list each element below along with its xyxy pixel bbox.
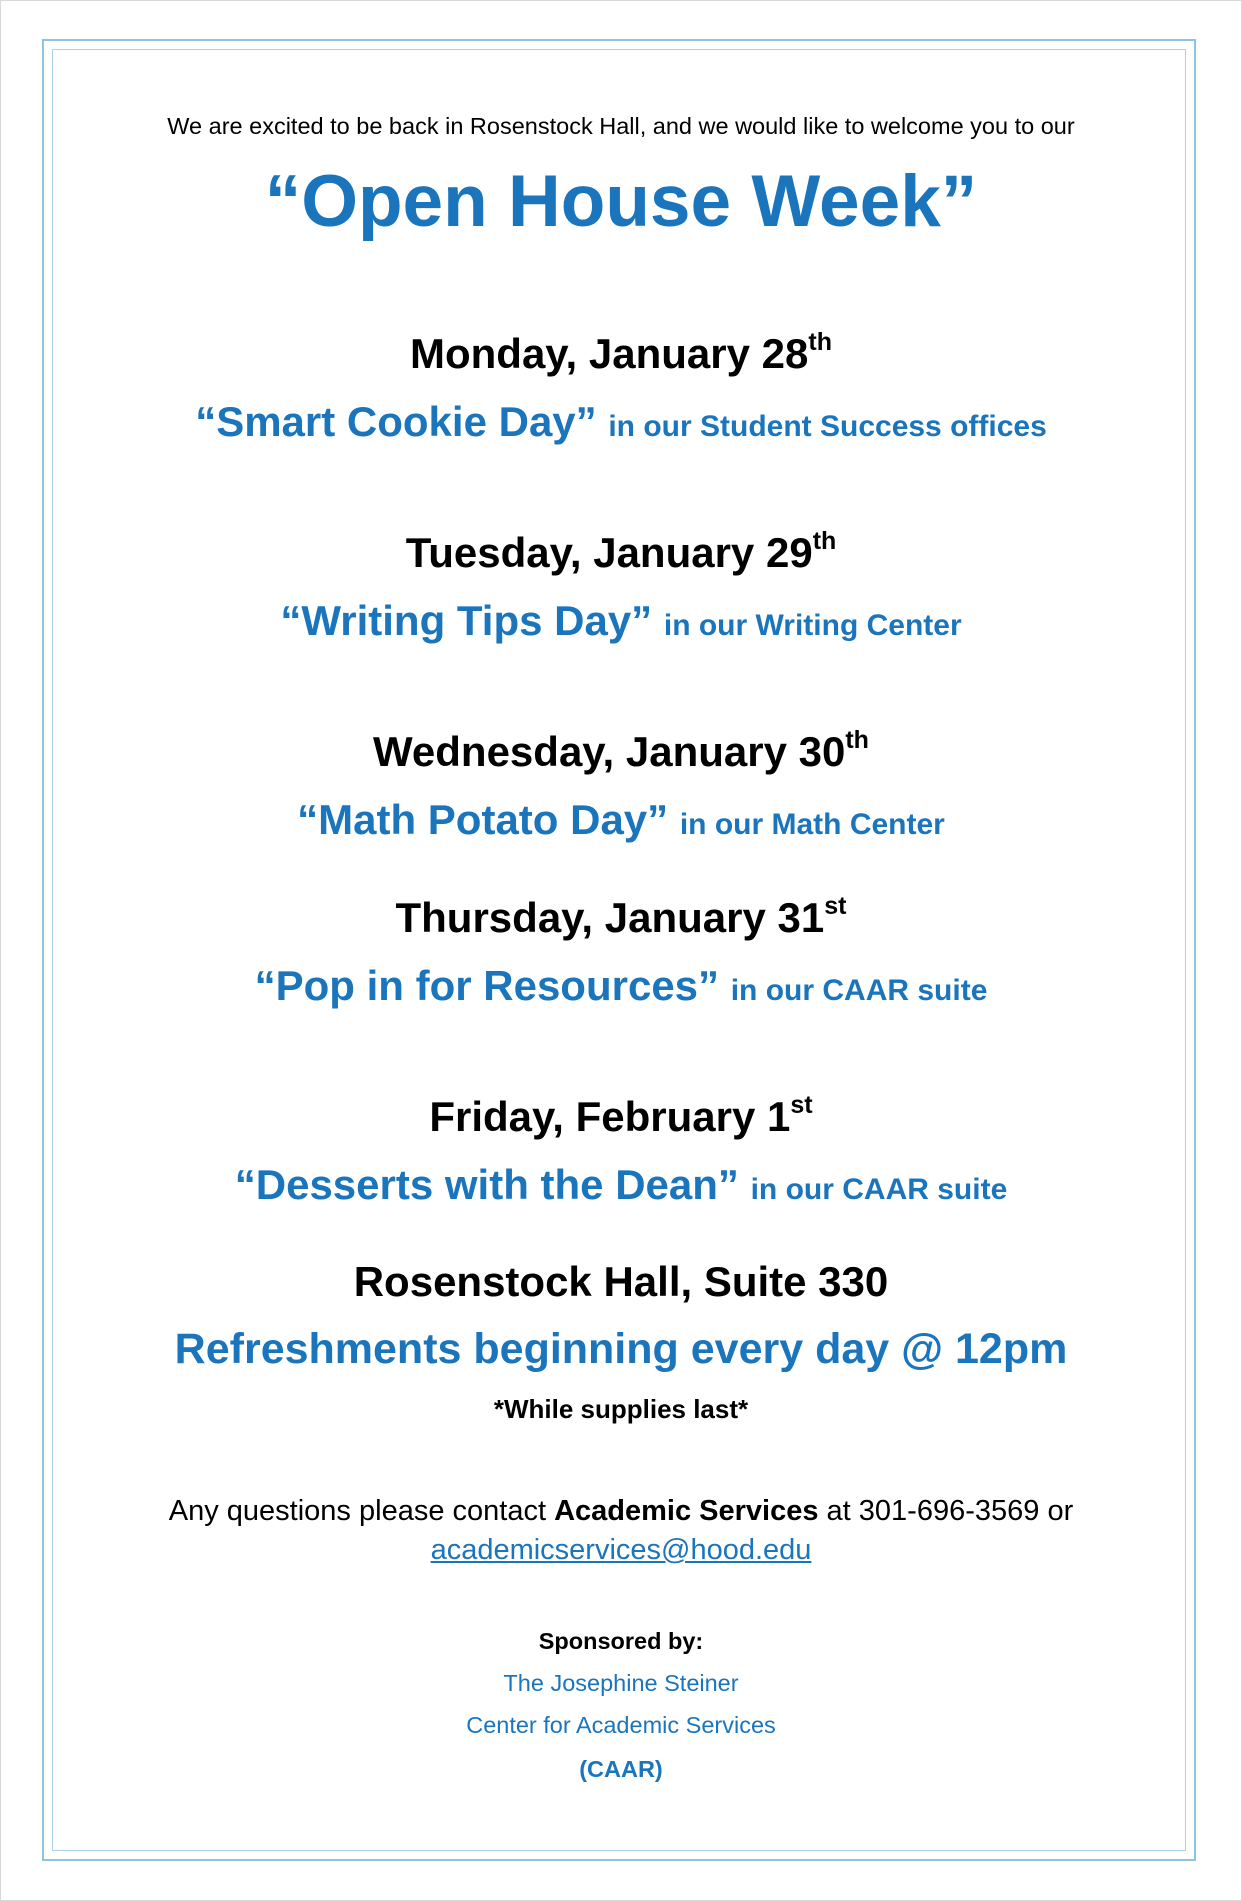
contact-line: Any questions please contact Academic Services at 301-696-3569 or: [168, 1495, 1074, 1527]
day-heading-thursday: Thursday, January 31st: [395, 892, 847, 941]
event-location: in our Math Center: [679, 808, 945, 841]
day-heading-friday: Friday, February 1st: [429, 1091, 813, 1140]
event-thursday: [0, 962, 1242, 1010]
event-name: “Writing Tips Day”: [280, 597, 653, 644]
refreshments-note: Refreshments beginning every day @ 12pm: [174, 1325, 1068, 1373]
sponsor-line-1: The Josephine Steiner: [503, 1670, 739, 1696]
event-location: in our CAAR suite: [730, 974, 988, 1007]
event-name: “Math Potato Day”: [297, 796, 669, 843]
event-tuesday: [0, 597, 1242, 645]
email-line: [0, 1534, 1242, 1567]
border-frame-inner: [52, 49, 1186, 1851]
event-name: “Smart Cookie Day”: [195, 398, 597, 445]
event-location: in our CAAR suite: [750, 1173, 1008, 1206]
email-link[interactable]: academicservices@hood.edu: [430, 1534, 812, 1566]
event-location: in our Writing Center: [663, 609, 962, 642]
contact-office: Academic Services: [554, 1495, 819, 1527]
event-friday: [0, 1161, 1242, 1209]
event-wednesday: [0, 796, 1242, 844]
event-name: “Desserts with the Dean”: [234, 1161, 739, 1208]
location-heading: Rosenstock Hall, Suite 330: [353, 1258, 889, 1305]
sponsor-line-2: Center for Academic Services: [466, 1712, 776, 1738]
day-heading-tuesday: Tuesday, January 29th: [405, 527, 837, 576]
sponsor-line-3: (CAAR): [579, 1756, 663, 1782]
sponsor-heading: Sponsored by:: [538, 1628, 704, 1654]
event-location: in our Student Success offices: [608, 410, 1047, 443]
day-heading-monday: Monday, January 28th: [410, 328, 832, 377]
intro-text: We are excited to be back in Rosenstock Hall, and we would like to welcome you to our: [167, 113, 1075, 139]
event-monday: [0, 398, 1242, 446]
supplies-note: *While supplies last*: [493, 1394, 749, 1424]
event-name: “Pop in for Resources”: [254, 962, 720, 1009]
day-heading-wednesday: Wednesday, January 30th: [373, 726, 869, 775]
page-title: “Open House Week”: [264, 161, 978, 242]
